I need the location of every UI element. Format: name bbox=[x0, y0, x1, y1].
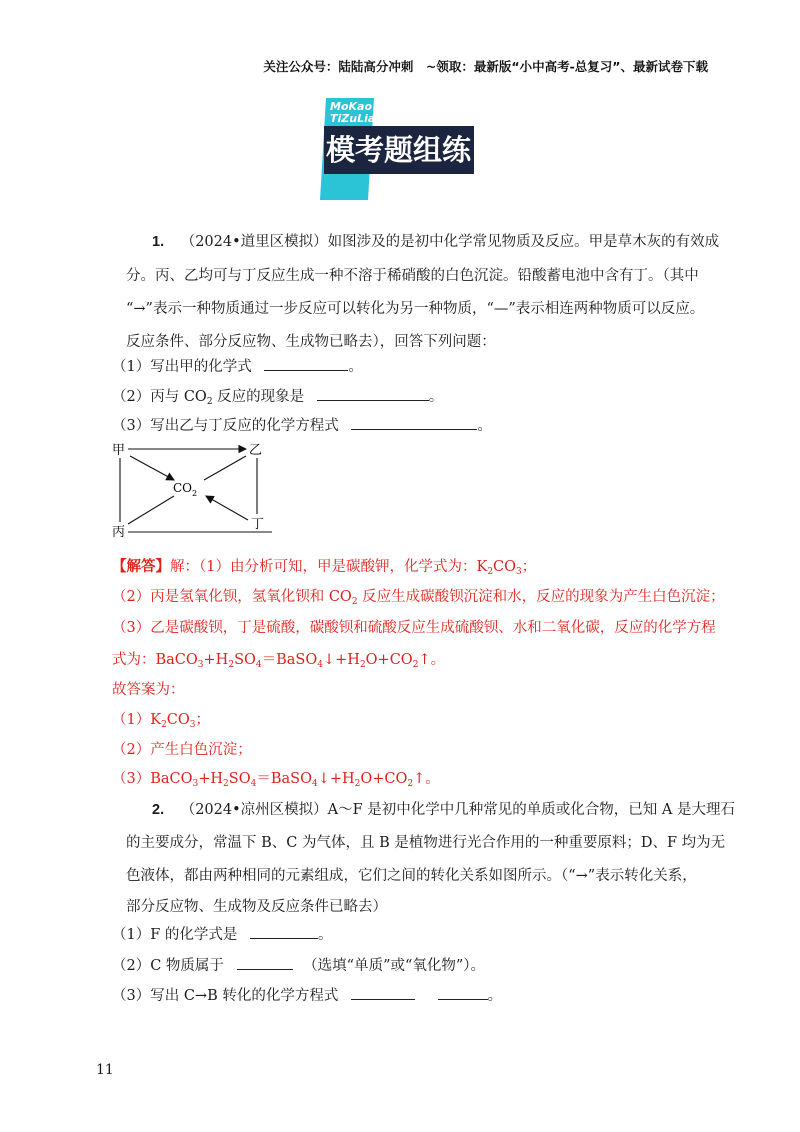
node-ding: 丁 bbox=[251, 517, 265, 532]
q2-sub1: （1）F 的化学式是 。 bbox=[112, 924, 333, 945]
q1-sub3-answer-blank[interactable] bbox=[351, 415, 477, 430]
logo-title: 模考题组练 bbox=[326, 133, 472, 167]
node-jia: 甲 bbox=[112, 443, 126, 458]
q2-number: 2. bbox=[152, 802, 165, 818]
a1-line4: 式为：$BaCO_3+H_2SO_4=BaSO_4↓+H_2O+CO_2↑$。 bbox=[112, 652, 446, 670]
q1-stem-line4: 反应条件、部分反应物、生成物已略去），回答下列问题： bbox=[126, 334, 496, 350]
a1-final-3: $(3)BaCO_3+H_2SO_4=BaSO_4↓+H_2O+CO_2↑$。 bbox=[112, 771, 440, 789]
logo-line2: TiZuLian bbox=[330, 112, 384, 125]
q2-sub3: （3）写出 C→B 转化的化学方程式 。 bbox=[112, 985, 502, 1006]
q1-stem-line2: 分。丙、乙均可与丁反应生成一种不溶于稀硝酸的白色沉淀。铅酸蓄电池中含有丁。（其中 bbox=[126, 268, 699, 284]
diagram-svg bbox=[112, 440, 282, 540]
edge-ding-to-co2 bbox=[206, 496, 248, 520]
node-bing: 丙 bbox=[112, 525, 126, 540]
a1-final-head: 故答案为： bbox=[112, 682, 185, 698]
q2-stem-line3: 色液体，都由两种相同的元素组成，它们之间的转化关系如图所示。（“→”表示转化关系， bbox=[126, 868, 697, 884]
page-number: 11 bbox=[96, 1062, 114, 1078]
q1-reaction-diagram bbox=[112, 440, 282, 540]
q2-stem-line1: 2. （2024•凉州区模拟）A～F 是初中化学中几种常见的单质或化合物，已知 A 是大理石 bbox=[152, 802, 735, 818]
edge-yi-co2 bbox=[204, 456, 246, 480]
q2-sub1-answer-blank[interactable] bbox=[250, 924, 318, 939]
a1-line3: （3）乙是碳酸钡，丁是硫酸，碳酸钡和硫酸反应生成硫酸钡、水和二氧化碳，反应的化学方程 bbox=[112, 620, 716, 636]
logo-line1: MoKao bbox=[330, 100, 373, 113]
answer-tag: 【解答】 bbox=[112, 558, 170, 575]
section-logo bbox=[318, 96, 478, 200]
q1-sub1-answer-blank[interactable] bbox=[264, 356, 348, 371]
logo-graphic bbox=[318, 96, 478, 200]
q1-sub2-answer-blank[interactable] bbox=[317, 386, 429, 401]
q1-stem-line1: 1. （2024•道里区模拟）如图涉及的是初中化学常见物质及反应。甲是草木灰的有效成 bbox=[152, 234, 720, 250]
q2-stem-line4: 部分反应物、生成物及反应条件已略去） bbox=[126, 899, 387, 915]
q1-sub2: （2）丙与 $CO_2$ 反应的现象是 。 bbox=[112, 386, 443, 407]
q2-stem-line2: 的主要成分，常温下 B、C 为气体，且 B 是植物进行光合作用的一种重要原料；D、F 均为无 bbox=[126, 835, 726, 851]
edge-bing-co2 bbox=[128, 496, 174, 524]
q2-sub2-answer-blank[interactable] bbox=[237, 955, 293, 970]
q2-sub3-answer-blank-b[interactable] bbox=[438, 985, 488, 1000]
node-yi: 乙 bbox=[249, 443, 263, 458]
q1-sub1: （1）写出甲的化学式 。 bbox=[112, 356, 363, 377]
q1-stem-line3: “→”表示一种物质通过一步反应可以转化为另一种物质，“—”表示相连两种物质可以反应。 bbox=[126, 301, 705, 317]
edge-jia-to-co2 bbox=[130, 456, 174, 480]
a1-final-2: （2）产生白色沉淀； bbox=[112, 742, 252, 758]
a1-final-1: $(1)K_2CO_3$； bbox=[112, 712, 211, 730]
header-note: 关注公众号：陆陆高分冲刺 ~领取：最新版“小中高考-总复习”、最新试卷下载 bbox=[263, 59, 708, 74]
q2-sub2: （2）C 物质属于 （选填“单质”或“氧化物”）。 bbox=[112, 955, 485, 976]
a1-line1: 【解答】解：（1）由分析可知，甲是碳酸钾，化学式为：$K_2CO_3$； bbox=[112, 558, 537, 577]
q2-sub3-answer-blank-a[interactable] bbox=[351, 985, 415, 1000]
a1-line2: （2）丙是氢氧化钡，氢氧化钡和 $CO_2$ 反应生成碳酸钡沉淀和水，反应的现象为产生白色沉淀； bbox=[112, 589, 725, 607]
node-co2: $CO_2$ bbox=[173, 481, 198, 498]
q1-number: 1. bbox=[152, 234, 165, 250]
q1-sub3: （3）写出乙与丁反应的化学方程式 。 bbox=[112, 415, 492, 436]
